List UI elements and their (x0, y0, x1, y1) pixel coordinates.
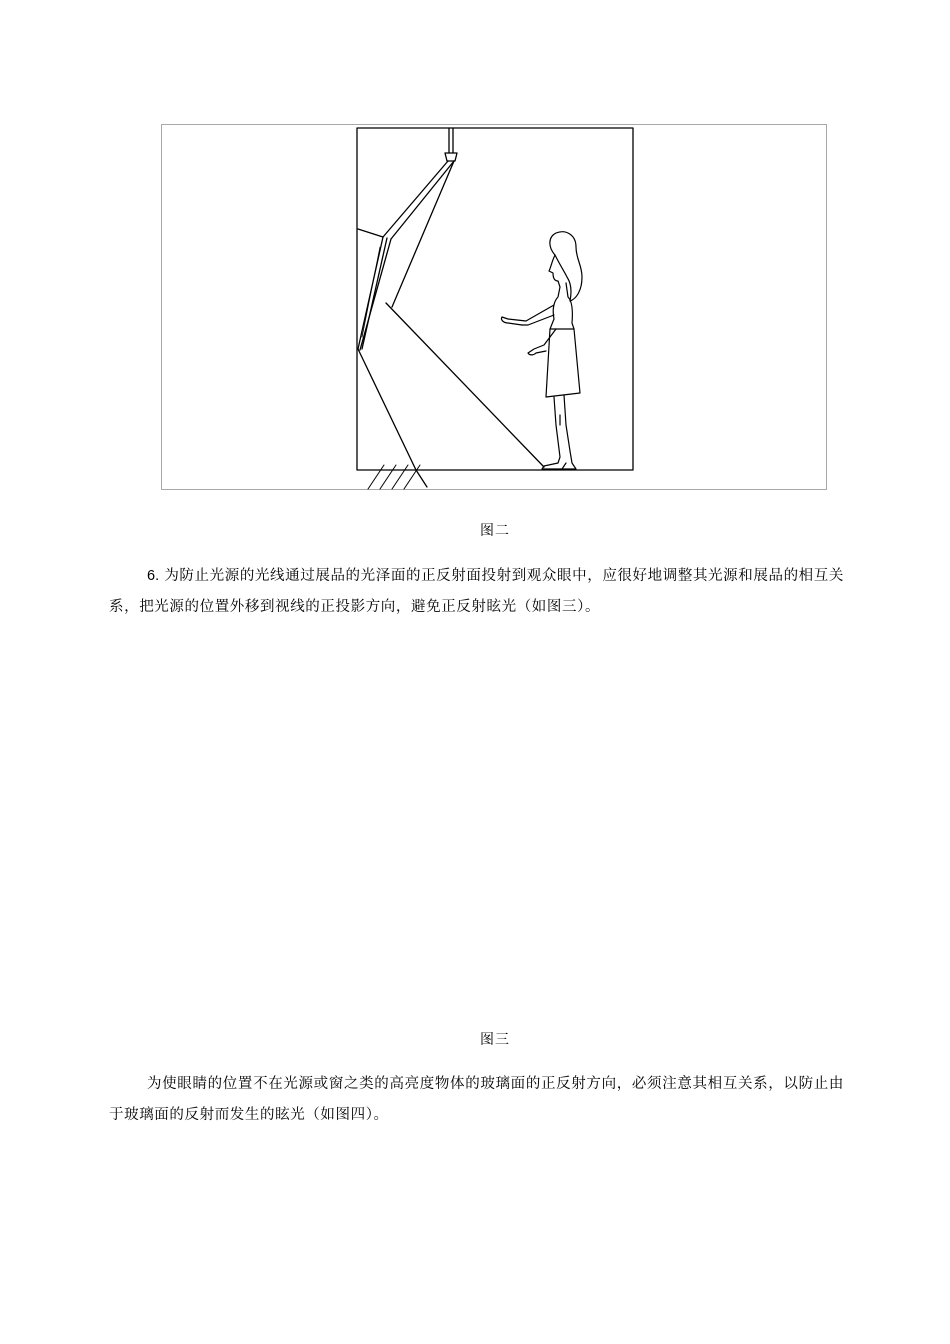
figure-2-illustration (162, 125, 828, 491)
paragraph-6 (109, 561, 844, 623)
reflected-rays (358, 303, 544, 487)
light-beam (358, 161, 454, 350)
floor-hatch (368, 465, 420, 489)
paragraph-6-text: 为防止光源的光线通过展品的光泽面的正反射面投射到观众眼中，应很好地调整其光源和展品的相互关系，把光源的位置外移到视线的正投影方向，避免正反射眩光（如图三）。 (109, 568, 844, 615)
ceiling-light (445, 128, 457, 161)
figure-3-caption: 图三 (480, 1032, 510, 1048)
figure-2-caption: 图二 (480, 523, 510, 539)
paragraph-number: 6. (147, 568, 160, 584)
woman-figure (501, 232, 582, 469)
paragraph-glass-reflection: 为使眼睛的位置不在光源或窗之类的高亮度物体的玻璃面的正反射方向，必须注意其相互关系，以防止由于玻璃面的反射而发生的眩光（如图四）。 (109, 1076, 844, 1123)
inclined-glass-panel (358, 237, 387, 349)
room-outline (357, 128, 633, 470)
figure-2-frame (161, 124, 827, 490)
